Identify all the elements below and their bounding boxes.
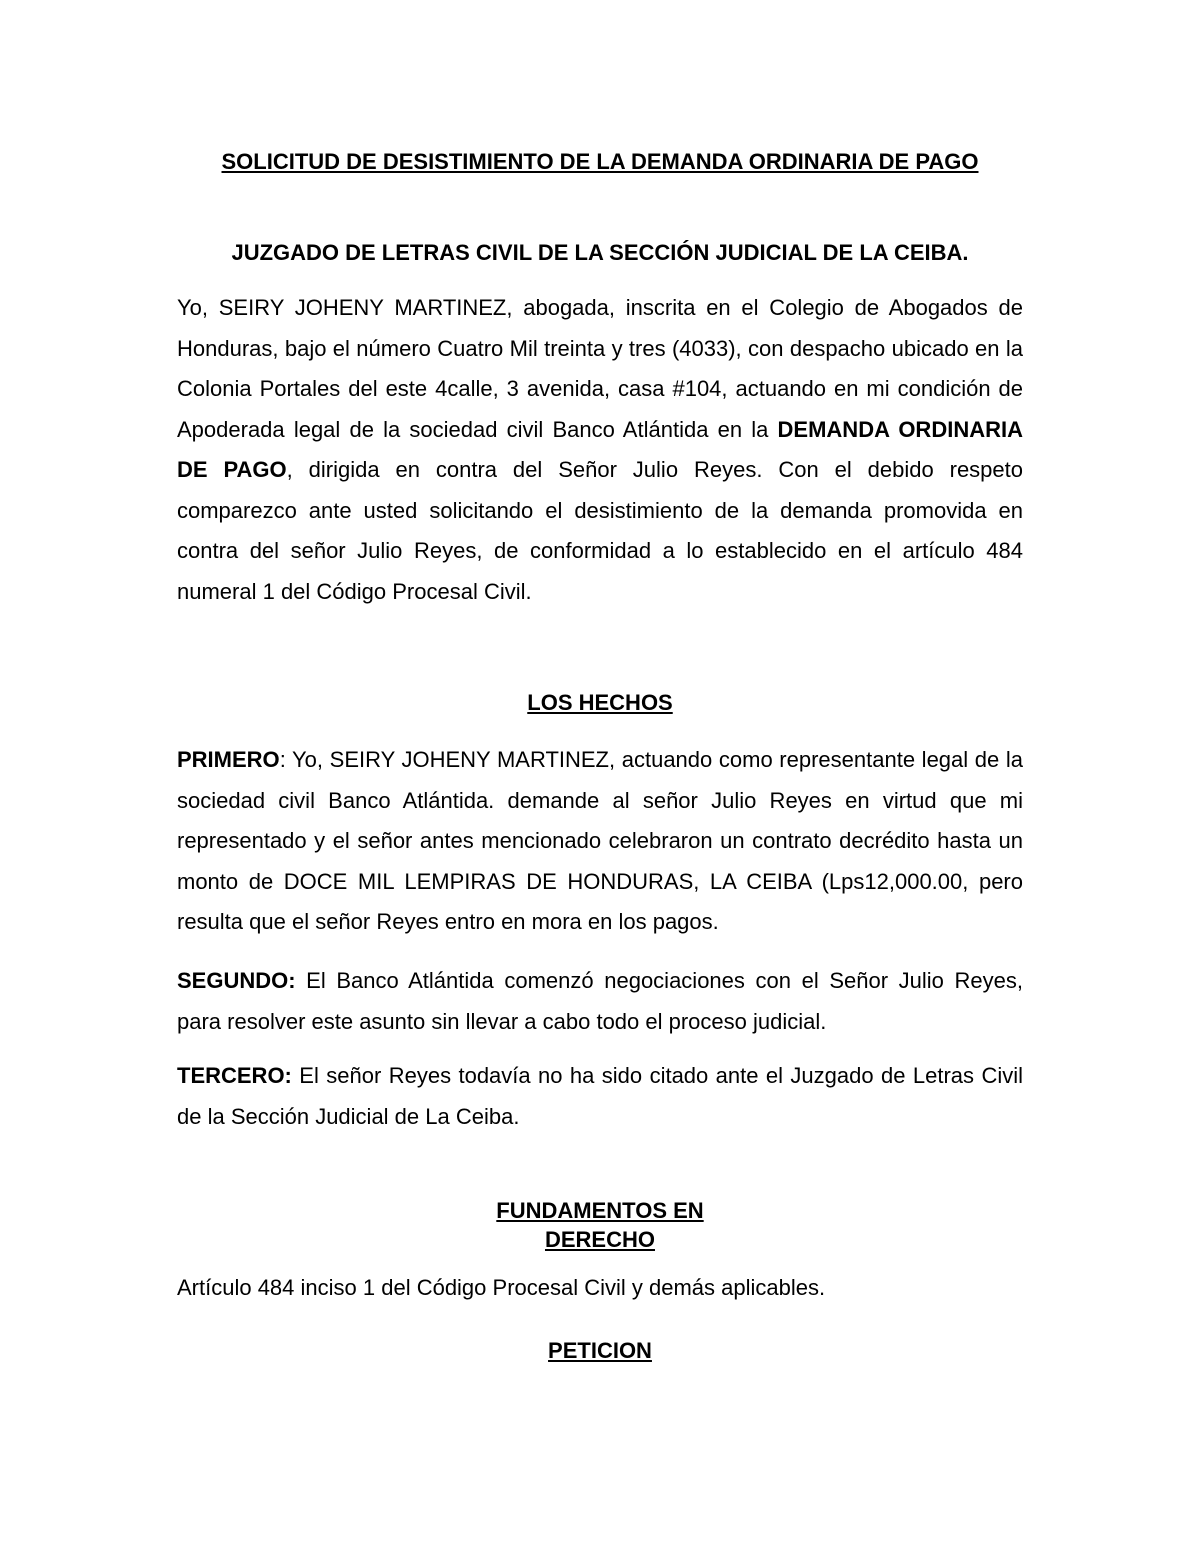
fundamentos-heading-line2: DERECHO: [544, 1227, 655, 1252]
segundo-paragraph: [177, 961, 1023, 1042]
segundo-label: SEGUNDO:: [177, 968, 296, 993]
peticion-heading: PETICION: [548, 1338, 652, 1363]
fundamentos-paragraph: Artículo 484 inciso 1 del Código Procesal Civil y demás aplicables.: [177, 1275, 826, 1300]
primero-text: : Yo, SEIRY JOHENY MARTINEZ, actuando como representante legal de la sociedad civil Banco Atlántida. demande al señor Julio Reyes en virtud que mi representado y el señor antes mencionado celebraron un contrato decrédito hasta un monto de DOCE MIL LEMPIRAS DE HONDURAS, LA CEIBA (Lps12,000.00, pero resulta que el señor Reyes entro en mora en los pagos.: [177, 747, 1023, 934]
hechos-heading: LOS HECHOS: [527, 690, 673, 715]
intro-paragraph: [177, 288, 1023, 612]
intro-bold-phrase: DEMANDA ORDINARIA DE PAGO: [177, 416, 1023, 482]
court-heading: JUZGADO DE LETRAS CIVIL DE LA SECCIÓN JUDICIAL DE LA CEIBA.: [231, 240, 969, 265]
tercero-text: El señor Reyes todavía no ha sido citado ante el Juzgado de Letras Civil de la Sección Judicial de La Ceiba.: [177, 1063, 1023, 1129]
intro-text-end: , dirigida en contra del Señor Julio Reyes. Con el debido respeto comparezco ante usted solicitando el desistimiento de la demanda promovida en contra del señor Julio Reyes, de conformidad a lo establecido en el artículo 484 numeral 1 del Código Procesal Civil.: [177, 457, 1023, 604]
intro-text-start: Yo, SEIRY JOHENY MARTINEZ, abogada, inscrita en el Colegio de Abogados de Honduras, bajo el número Cuatro Mil treinta y tres (4033), con despacho ubicado en la Colonia Portales del este 4calle, 3 avenida, casa #104, actuando en mi condición de Apoderada legal de la sociedad civil Banco Atlántida en la: [177, 295, 1023, 442]
segundo-text: El Banco Atlántida comenzó negociaciones con el Señor Julio Reyes, para resolver este asunto sin llevar a cabo todo el proceso judicial.: [177, 968, 1023, 1034]
tercero-paragraph: [177, 1056, 1023, 1137]
primero-label: PRIMERO: [177, 747, 280, 772]
document-title: SOLICITUD DE DESISTIMIENTO DE LA DEMANDA ORDINARIA DE PAGO: [221, 149, 979, 174]
primero-paragraph: [177, 740, 1023, 943]
tercero-label: TERCERO:: [177, 1063, 292, 1088]
fundamentos-heading-line1: FUNDAMENTOS EN: [496, 1198, 704, 1223]
